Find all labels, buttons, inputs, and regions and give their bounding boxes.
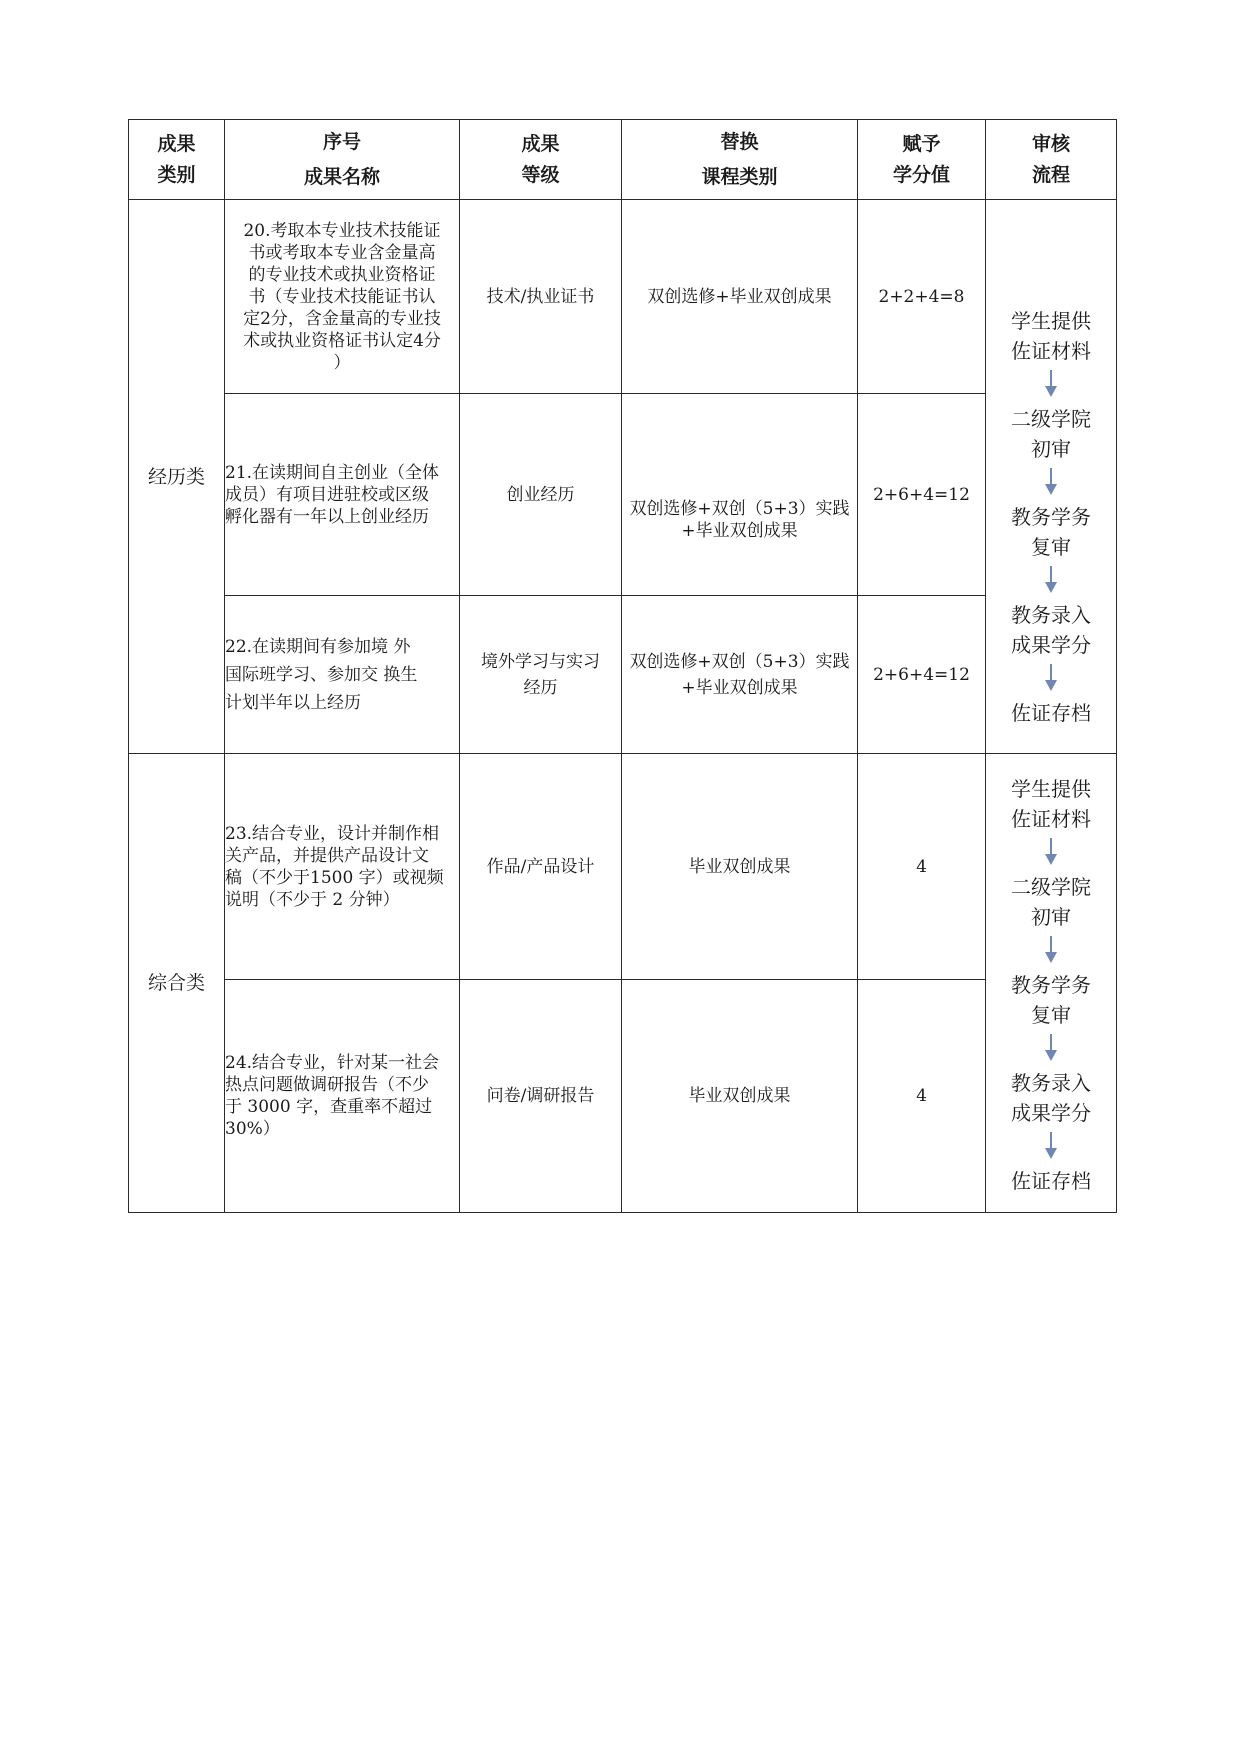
level-cell: 境外学习与实习 经历 — [460, 596, 622, 754]
course-cell: 毕业双创成果 — [622, 754, 858, 980]
table-row — [129, 980, 1117, 1213]
arrow-down-icon — [1044, 370, 1058, 398]
achievement-name-cell: 22.在读期间有参加境 外 国际班学习、参加交 换生 计划半年以上经历 — [225, 596, 460, 754]
header-row — [129, 120, 1117, 200]
course-cell: 双创选修+双创（5+3）实践 +毕业双创成果 — [622, 596, 858, 754]
flow-step: 复审 — [1031, 534, 1071, 559]
flow-step: 二级学院 — [1011, 875, 1091, 899]
credit-table — [128, 119, 1117, 1213]
flow-step: 佐证存档 — [1011, 700, 1091, 725]
arrow-down-icon — [1044, 664, 1058, 692]
arrow-down-icon — [1044, 1034, 1058, 1062]
level-cell: 创业经历 — [460, 394, 622, 596]
flow-step: 佐证存档 — [1011, 1169, 1091, 1193]
header-credit: 赋予 学分值 — [858, 120, 986, 200]
flow-step: 教务学务 — [1011, 504, 1091, 529]
header-course: 替换 课程类别 — [622, 120, 858, 200]
table-row — [129, 200, 1117, 394]
arrow-down-icon — [1044, 468, 1058, 496]
credit-cell: 4 — [858, 980, 986, 1213]
review-flow-cell — [986, 200, 1117, 754]
category-cell: 综合类 — [129, 754, 225, 1213]
flow-step: 佐证材料 — [1011, 807, 1091, 831]
flow-step: 初审 — [1031, 905, 1071, 929]
arrow-down-icon — [1044, 1132, 1058, 1160]
flow-step: 佐证材料 — [1011, 338, 1091, 363]
level-cell: 问卷/调研报告 — [460, 980, 622, 1213]
course-cell: 双创选修+毕业双创成果 — [622, 200, 858, 394]
level-cell: 作品/产品设计 — [460, 754, 622, 980]
course-cell: 毕业双创成果 — [622, 980, 858, 1213]
flow-step: 二级学院 — [1011, 406, 1091, 431]
review-flow-cell — [986, 754, 1117, 1213]
flow-step: 教务录入 — [1011, 1071, 1091, 1095]
course-cell: 双创选修+双创（5+3）实践 +毕业双创成果 — [622, 394, 858, 596]
header-level: 成果 等级 — [460, 120, 622, 200]
flow-step: 成果学分 — [1011, 1101, 1091, 1125]
table-row — [129, 754, 1117, 980]
category-cell: 经历类 — [129, 200, 225, 754]
credit-cell: 4 — [858, 754, 986, 980]
flow-step: 初审 — [1031, 436, 1071, 461]
level-cell: 技术/执业证书 — [460, 200, 622, 394]
arrow-down-icon — [1044, 566, 1058, 594]
flow-step: 教务学务 — [1011, 973, 1091, 997]
arrow-down-icon — [1044, 936, 1058, 964]
header-category: 成果 类别 — [129, 120, 225, 200]
flow-step: 学生提供 — [1011, 777, 1091, 801]
achievement-name-cell: 20.考取本专业技术技能证 书或考取本专业含金量高 的专业技术或执业资格证 书（专业技术技能证书认 定2分，含金量高的专业技 术或执业资格证书认定4分 ） — [225, 200, 460, 394]
arrow-down-icon — [1044, 838, 1058, 866]
credit-cell: 2+2+4=8 — [858, 200, 986, 394]
table-row — [129, 596, 1117, 754]
header-review: 审核 流程 — [986, 120, 1117, 200]
flow-step: 成果学分 — [1011, 632, 1091, 657]
achievement-name-cell: 21.在读期间自主创业（全体 成员）有项目进驻校或区级 孵化器有一年以上创业经历 — [225, 394, 460, 596]
table-row — [129, 394, 1117, 596]
flow-step: 学生提供 — [1011, 308, 1091, 333]
credit-cell: 2+6+4=12 — [858, 596, 986, 754]
flow-step: 复审 — [1031, 1003, 1071, 1027]
achievement-name-cell: 24.结合专业，针对某一社会 热点问题做调研报告（不少 于 3000 字，查重率不超过 30%） — [225, 980, 460, 1213]
credit-cell: 2+6+4=12 — [858, 394, 986, 596]
flow-step: 教务录入 — [1011, 602, 1091, 627]
achievement-name-cell: 23.结合专业，设计并制作相 关产品，并提供产品设计文 稿（不少于1500 字）或视频 说明（不少于 2 分钟） — [225, 754, 460, 980]
header-name: 序号 成果名称 — [225, 120, 460, 200]
